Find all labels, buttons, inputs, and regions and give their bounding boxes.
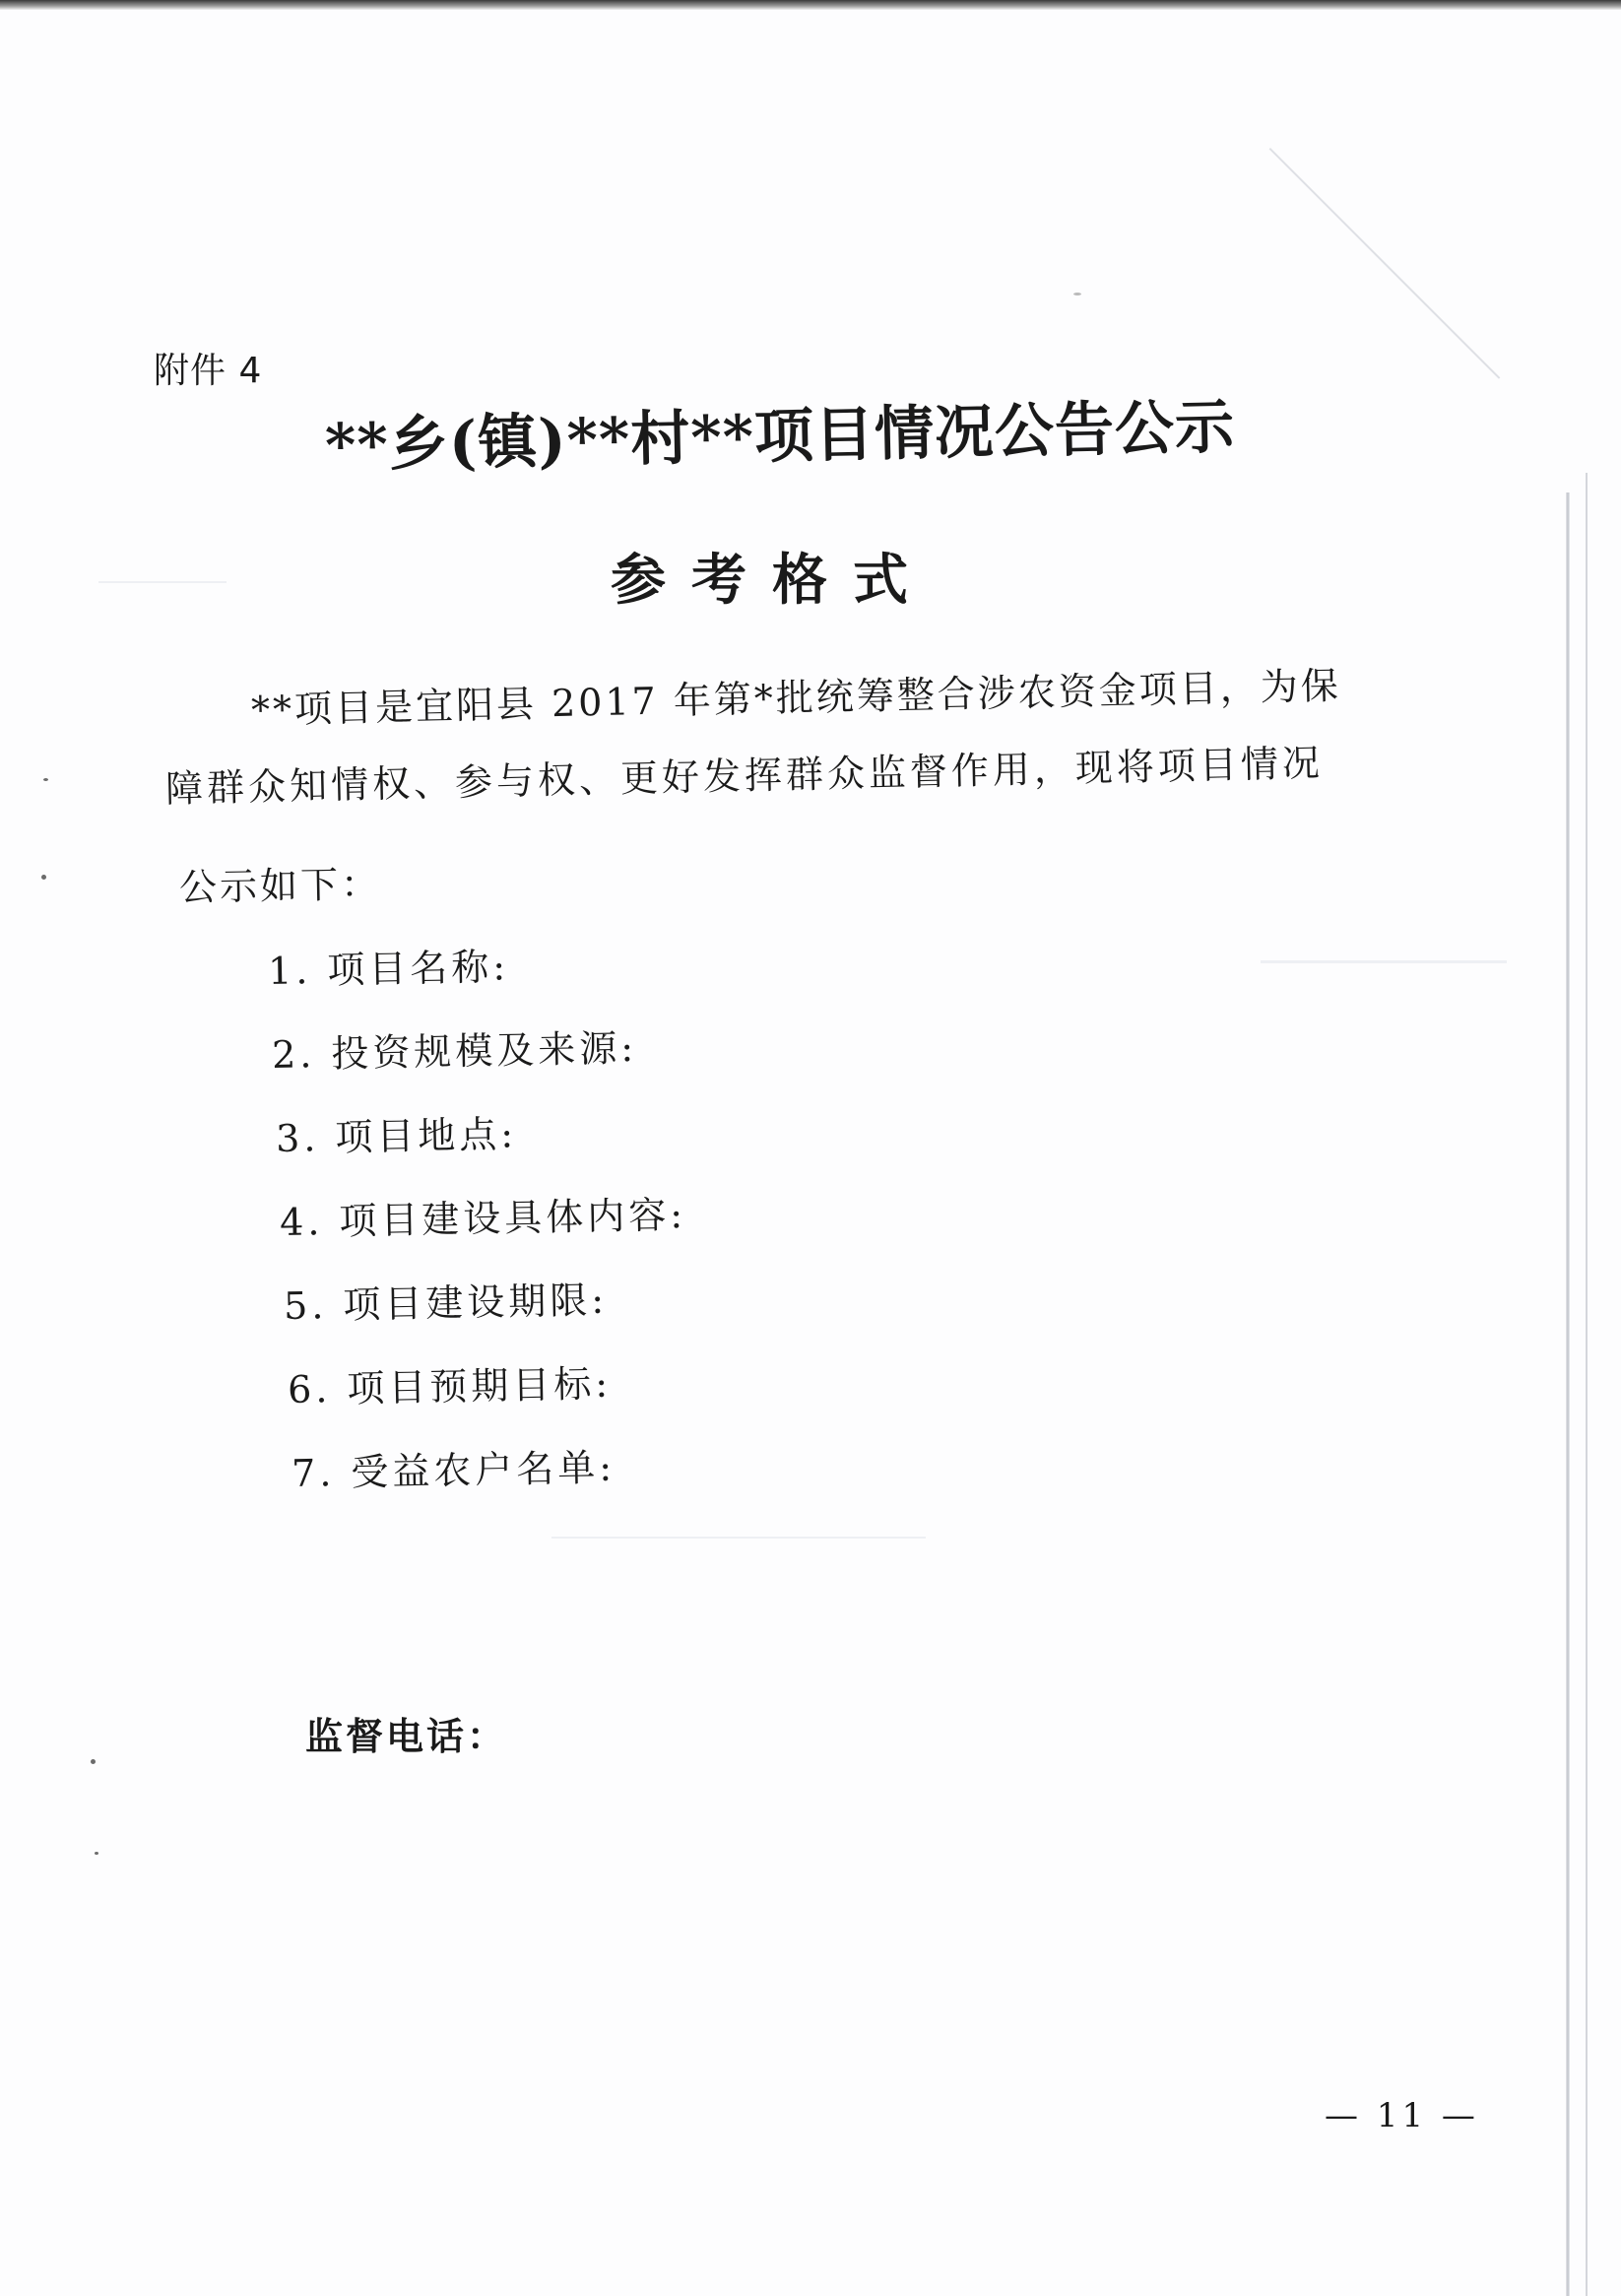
list-item-label: 项目建设具体内容:: [338, 1193, 687, 1243]
list-item-number: 7.: [291, 1451, 336, 1495]
scan-speck: [43, 778, 48, 781]
list-item-investment: [271, 1017, 637, 1079]
intro-line-1: **项目是宜阳县 2017 年第*批统筹整合涉农资金项目，为保: [250, 663, 1342, 732]
scan-speck: [1073, 293, 1081, 295]
list-item-number: 2.: [271, 1032, 316, 1077]
scan-speck: [95, 1852, 98, 1855]
list-item-project-name: [267, 936, 509, 995]
page-number: — 11 —: [1325, 2096, 1479, 2135]
list-item-content: [279, 1184, 686, 1246]
intro-line-3: 公示如下：: [178, 862, 382, 909]
show-through-line: [98, 581, 227, 583]
page-subtitle: 参考格式: [611, 549, 934, 613]
list-item-number: 3.: [275, 1116, 320, 1160]
scan-top-border: [0, 0, 1621, 10]
list-item-number: 4.: [279, 1200, 324, 1244]
show-through-line: [1261, 960, 1507, 963]
list-item-period: [283, 1270, 608, 1330]
show-through-line: [551, 1537, 926, 1539]
list-item-number: 5.: [283, 1283, 328, 1328]
list-item-label: 投资规模及来源:: [330, 1025, 638, 1076]
list-item-label: 项目名称:: [326, 945, 510, 992]
page-right-edge: [1566, 492, 1570, 2296]
supervision-hotline-label: 监督电话：: [305, 1714, 508, 1758]
list-item-label: 项目建设期限:: [342, 1278, 609, 1327]
list-item-number: 1.: [267, 949, 312, 993]
list-item-label: 项目预期目标:: [346, 1361, 613, 1410]
list-item-number: 6.: [287, 1367, 332, 1411]
scan-speck: [41, 875, 46, 880]
scan-speck: [91, 1759, 96, 1764]
attachment-label: 附件 4: [154, 351, 263, 391]
list-item-location: [275, 1103, 517, 1162]
list-item-target: [287, 1353, 612, 1413]
list-item-label: 项目地点:: [334, 1112, 518, 1159]
page-right-edge-shadow: [1586, 473, 1588, 2296]
intro-line-2: 障群众知情权、参与权、更好发挥群众监督作用，现将项目情况: [164, 741, 1325, 811]
page-title: **乡(镇)**村**项目情况公告公示: [324, 392, 1236, 481]
list-item-beneficiaries: [291, 1437, 616, 1497]
list-item-label: 受益农户名单:: [350, 1445, 616, 1494]
